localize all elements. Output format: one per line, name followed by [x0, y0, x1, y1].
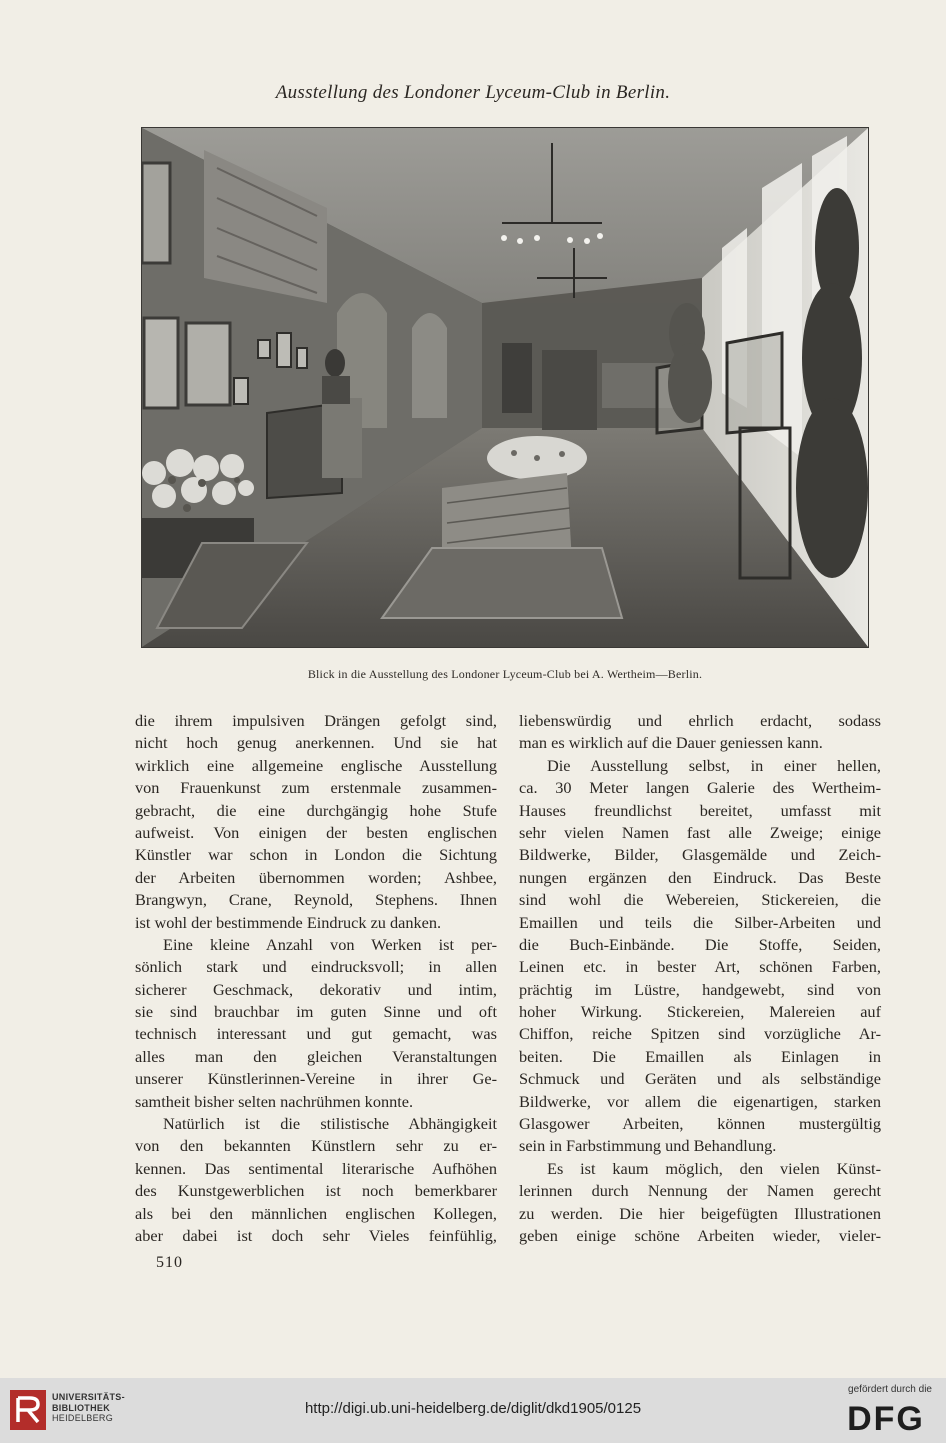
text-line: sind wohl die Webereien, Stickereien, die — [519, 890, 881, 910]
text-line: nungen ergänzen den Eindruck. Das Beste — [519, 867, 881, 887]
text-line: hoher Wirkung. Stickereien, Malereien auf — [519, 1002, 881, 1022]
figure-caption: Blick in die Ausstellung des Londoner Lyceum-Club bei A. Wertheim—Berlin. — [307, 667, 703, 681]
text-line: Bildwerke, vor allem die eigenartigen, starken — [519, 1091, 881, 1111]
text-line: ist wohl der bestimmende Eindruck zu danken. — [135, 912, 442, 932]
text-line: Leinen etc. in bester Art, schönen Farben, — [519, 957, 881, 977]
text-line: liebenswürdig und ehrlich erdacht, sodass — [519, 711, 881, 730]
funding-label: gefördert durch die — [848, 1384, 932, 1395]
text-line: von den bekannten Künstlern sehr zu er- — [135, 1136, 497, 1156]
text-line: technisch interessant und gut gemacht, was — [135, 1024, 497, 1044]
text-line: aber dabei ist doch sehr Vieles feinfühlig, — [135, 1225, 497, 1245]
text-line: die Buch-Einbände. Die Stoffe, Seiden, — [519, 934, 881, 954]
text-line: Die Ausstellung selbst, in einer hellen, — [547, 755, 881, 775]
text-line: ca. 30 Meter langen Galerie des Wertheim- — [519, 778, 881, 798]
text-line: die ihrem impulsiven Drängen gefolgt sind, — [135, 711, 497, 730]
text-line: Künstler war schon in London die Sichtung — [135, 845, 497, 865]
text-line: sönlich stark und eindrucksvoll; in allen — [135, 957, 497, 977]
text-line: nicht hoch genug anerkennen. Und sie hat — [135, 733, 497, 753]
text-column-left — [135, 710, 497, 1247]
text-line: als bei den männlichen englischen Kollegen, — [135, 1203, 497, 1223]
text-line: Eine kleine Anzahl von Werken ist per- — [163, 934, 497, 954]
institution-line-2: BIBLIOTHEK — [52, 1402, 110, 1413]
text-line: samtheit bisher selten nachrühmen konnte. — [135, 1091, 414, 1111]
text-line: kennen. Das sentimental literarische Aufhöhen — [135, 1158, 497, 1178]
text-line: wirklich eine allgemeine englische Ausstellung — [135, 755, 497, 775]
text-column-right — [519, 710, 881, 1247]
text-line: sehr vielen Namen fast alle Zweige; einige — [519, 822, 881, 842]
text-line: Schmuck und Geräten und als selbständige — [519, 1069, 881, 1089]
text-line: beiten. Die Emaillen als Einlagen in — [519, 1046, 881, 1066]
text-line: sein in Farbstimmung und Behandlung. — [519, 1136, 777, 1156]
dfg-logo-icon — [840, 1400, 932, 1434]
institution-line-1: UNIVERSITÄTS- — [52, 1392, 125, 1402]
text-line: aufweist. Von einigen der besten englischen — [135, 822, 497, 842]
text-line: der Arbeiten übernommen worden; Ashbee, — [135, 867, 497, 887]
text-line: Es ist kaum möglich, den vielen Künst- — [547, 1158, 881, 1178]
text-line: Emaillen und teils die Silber-Arbeiten und — [519, 912, 881, 932]
permalink-url[interactable]: http://digi.ub.uni-heidelberg.de/diglit/dkd1905/0125 — [304, 1400, 642, 1417]
running-title: Ausstellung des Londoner Lyceum-Club in Berlin. — [275, 82, 671, 103]
text-line: unserer Künstlerinnen-Vereine in ihrer Ge- — [135, 1069, 497, 1089]
text-line: Brangwyn, Crane, Reynold, Stephens. Ihnen — [135, 890, 497, 910]
text-line: geben einige schöne Arbeiten wieder, vieler- — [519, 1225, 881, 1245]
institution-line-3: HEIDELBERG — [52, 1413, 114, 1423]
page-number: 510 — [156, 1254, 183, 1271]
digitization-footer — [0, 1378, 946, 1443]
text-line: prächtig im Lüstre, handgewebt, sind von — [519, 979, 881, 999]
text-line: sie sind brauchbar im guten Sinne und oft — [135, 1002, 497, 1022]
text-line: gebracht, die eine durchgängig hohe Stufe — [135, 800, 497, 820]
text-line: Natürlich ist die stilistische Abhängigkeit — [163, 1114, 497, 1134]
text-line: von Frauenkunst zum erstenmale zusammen- — [135, 778, 497, 798]
text-line: Hauses freundlichst bereitet, umfasst mit — [519, 800, 881, 820]
text-line: man es wirklich auf die Dauer geniessen kann. — [519, 733, 823, 753]
funder-name: DFG — [847, 1400, 925, 1434]
text-line: sicherer Geschmack, dekorativ und intim, — [135, 979, 497, 999]
text-line: Bildwerke, Bilder, Glasgemälde und Zeich- — [519, 845, 881, 865]
exhibition-photograph — [142, 128, 868, 647]
text-line: alles man den gleichen Veranstaltungen — [135, 1046, 497, 1066]
text-line: Chiffon, reiche Spitzen sind vorzügliche Ar- — [519, 1024, 881, 1044]
text-line: lerinnen durch Nennung der Namen gerecht — [519, 1181, 881, 1201]
text-line: des Kunstgewerblichen ist noch bemerkbarer — [135, 1181, 497, 1201]
text-line: Glasgower Arbeiten, können mustergültig — [519, 1114, 881, 1134]
text-line: zu werden. Die hier beigefügten Illustrationen — [519, 1203, 881, 1223]
